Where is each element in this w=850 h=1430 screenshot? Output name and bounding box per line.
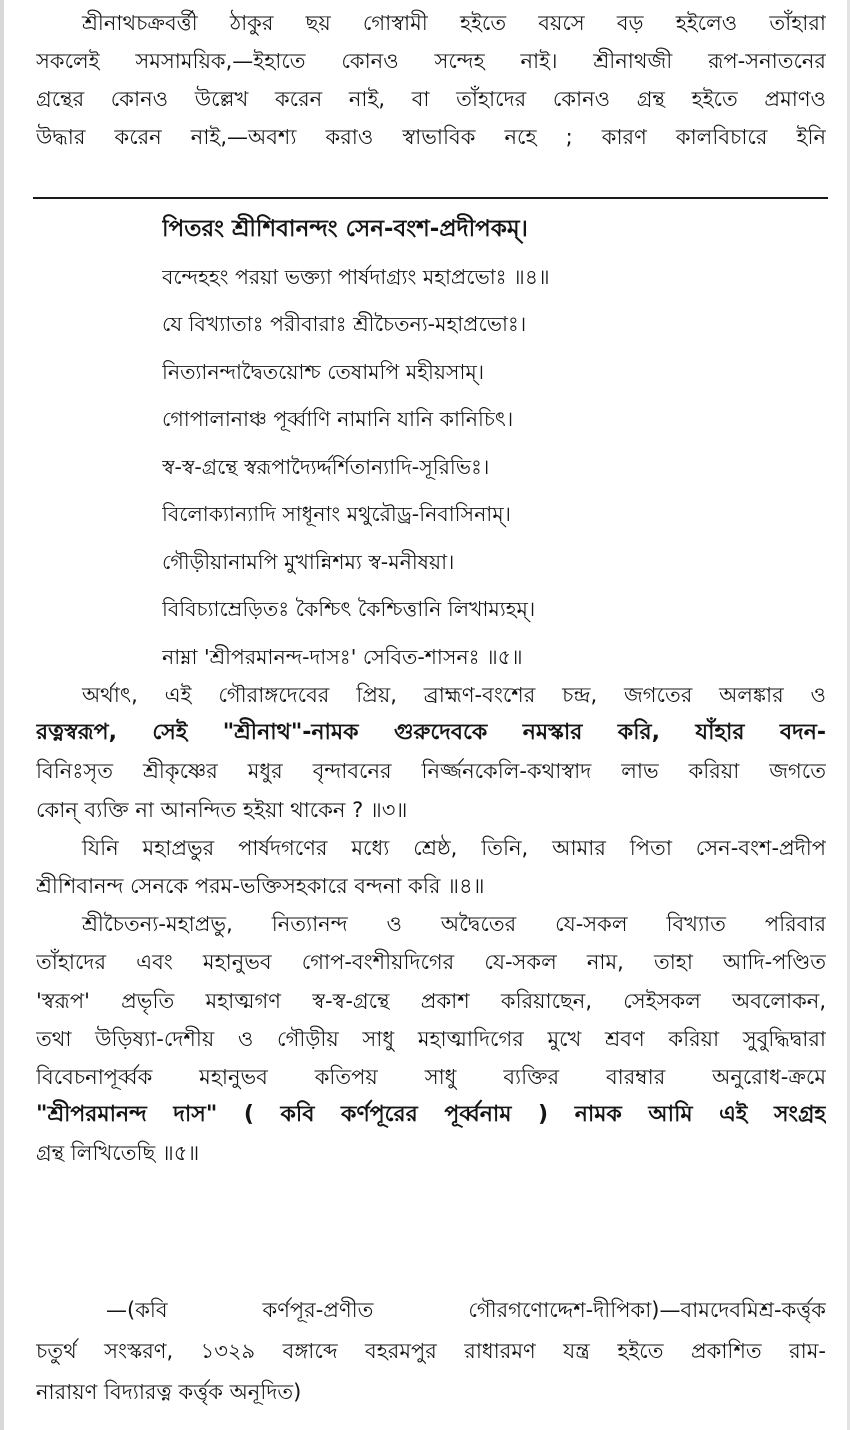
source-citation	[36, 1290, 826, 1413]
text-line: উদ্ধার করেন নাই,—অবশ্য করাও স্বাভাবিক নহে ; কারণ কালবিচারে ইনি	[36, 125, 826, 149]
translation-line: তাঁহাদের এবং মহানুভব গোপ-বংশীয়দিগের যে-সকল নাম, তাহা আদি-পণ্ডিত	[36, 950, 826, 975]
text-line: সকলেই সমসাময়িক,—ইহাতে কোনও সন্দেহ নাই। শ্রীনাথজী রূপ-সনাতনের	[36, 49, 826, 73]
translation-line: যিনি মহাপ্রভুর পার্ষদগণের মধ্যে শ্রেষ্ঠ, তিনি, আমার পিতা সেন-বংশ-প্রদীপ	[82, 835, 826, 860]
verse-line: গোপালানাঞ্চ পূর্ব্বাণি নামানি যানি কানিচিৎ।	[162, 407, 514, 431]
verse-line: নিত্যানন্দাদ্বৈতয়োশ্চ তেষামপি মহীয়সাম্।	[162, 359, 485, 384]
translation-block	[36, 676, 826, 1172]
translation-line: শ্রীশিবানন্দ সেনকে পরম-ভক্তিসহকারে বন্দনা করি ॥৪॥	[36, 873, 485, 898]
verse-line: গৌড়ীয়ানামপি মুখান্নিশম্য স্ব-মনীষয়া।	[162, 549, 455, 574]
translation-line: বিবেচনাপূর্ব্বক মহানুভব কতিপয় সাধু ব্যক্তির বারম্বার অনুরোধ-ক্রমে	[36, 1064, 826, 1089]
translation-line: অর্থাৎ, এই গৌরাঙ্গদেবের প্রিয়, ব্রাহ্মণ-বংশের চন্দ্র, জগতের অলঙ্কার ও	[82, 683, 826, 707]
translation-line: তথা উড়িষ্যা-দেশীয় ও গৌড়ীয় সাধু মহাত্মাদিগের মুখে শ্রবণ করিয়া সুবুদ্ধিদ্বারা	[36, 1026, 826, 1051]
translation-line: রত্নস্বরূপ, সেই "শ্রীনাথ"-নামক গুরুদেবকে নমস্কার করি, যাঁহার বদন-	[36, 720, 826, 746]
intro-paragraph	[36, 4, 826, 156]
translation-line: কোন্ ব্যক্তি না আনন্দিত হইয়া থাকেন ? ॥৩॥	[36, 797, 408, 822]
translation-line: শ্রীচৈতন্য-মহাপ্রভু, নিত্যানন্দ ও অদ্বৈতের যে-সকল বিখ্যাত পরিবার	[82, 912, 826, 937]
citation-line: নারায়ণ বিদ্যারত্ন কর্ত্তৃক অনূদিত)	[36, 1380, 302, 1404]
translation-line: বিনিঃসৃত শ্রীকৃষ্ণের মধুর বৃন্দাবনের নির্জ্জনকেলি-কথাস্বাদ লাভ করিয়া জগতে	[36, 759, 826, 784]
section-divider	[33, 197, 828, 199]
verse-line: বিলোক্যান্যাদি সাধূনাং মথুরৌড্র-নিবাসিনাম্।	[162, 502, 511, 526]
page-edge-left	[0, 0, 4, 1430]
verse-line: নাম্না 'শ্রীপরমানন্দ-দাসঃ' সেবিত-শাসনঃ ॥৫॥	[162, 644, 523, 669]
verse-line: বন্দেহহং পরয়া ভক্ত্যা পার্ষদাগ্র্যং মহাপ্রভোঃ ॥৪॥	[162, 264, 550, 289]
citation-line: —(কবি কর্ণপূর-প্রণীত গৌরগণোদ্দেশ-দীপিকা)—বামদেবমিশ্র-কর্ত্তৃক	[106, 1298, 826, 1322]
text-line: গ্রন্থের কোনও উল্লেখ করেন নাই, বা তাঁহাদের কোনও গ্রন্থ হইতে প্রমাণও	[36, 87, 826, 111]
citation-line: চতুর্থ সংস্করণ, ১৩২৯ বঙ্গাব্দে বহরমপুর রাধারমণ যন্ত্র হইতে প্রকাশিত রাম-	[36, 1339, 826, 1363]
translation-line: গ্রন্থ লিখিতেছি ॥৫॥	[36, 1141, 200, 1166]
verse-line: স্ব-স্ব-গ্রন্থে স্বরূপাদ্যৈর্দ্দর্শিতান্যাদি-সূরিভিঃ।	[162, 454, 490, 479]
text-line: শ্রীনাথচক্রবর্ত্তী ঠাকুর ছয় গোস্বামী হইতে বয়সে বড় হইলেও তাঁহারা	[82, 11, 826, 35]
verse-line: পিতরং শ্রীশিবানন্দং সেন-বংশ-প্রদীপকম্।	[162, 216, 528, 242]
verse-line: যে বিখ্যাতাঃ পরীবারাঃ শ্রীচৈতন্য-মহাপ্রভোঃ।	[162, 312, 527, 336]
translation-line: 'স্বরূপ' প্রভৃতি মহাত্মগণ স্ব-স্ব-গ্রন্থে প্রকাশ করিয়াছেন, সেইসকল অবলোকন,	[36, 988, 826, 1013]
sanskrit-verse-block	[162, 206, 802, 681]
verse-line: বিবিচ্যাম্রেড়িতঃ কৈশ্চিৎ কৈশ্চিত্তানি লিখাম্যহম্।	[162, 597, 536, 621]
translation-line: "শ্রীপরমানন্দ দাস" ( কবি কর্ণপূরের পূর্ব্বনাম ) নামক আমি এই সংগ্রহ	[36, 1102, 826, 1128]
